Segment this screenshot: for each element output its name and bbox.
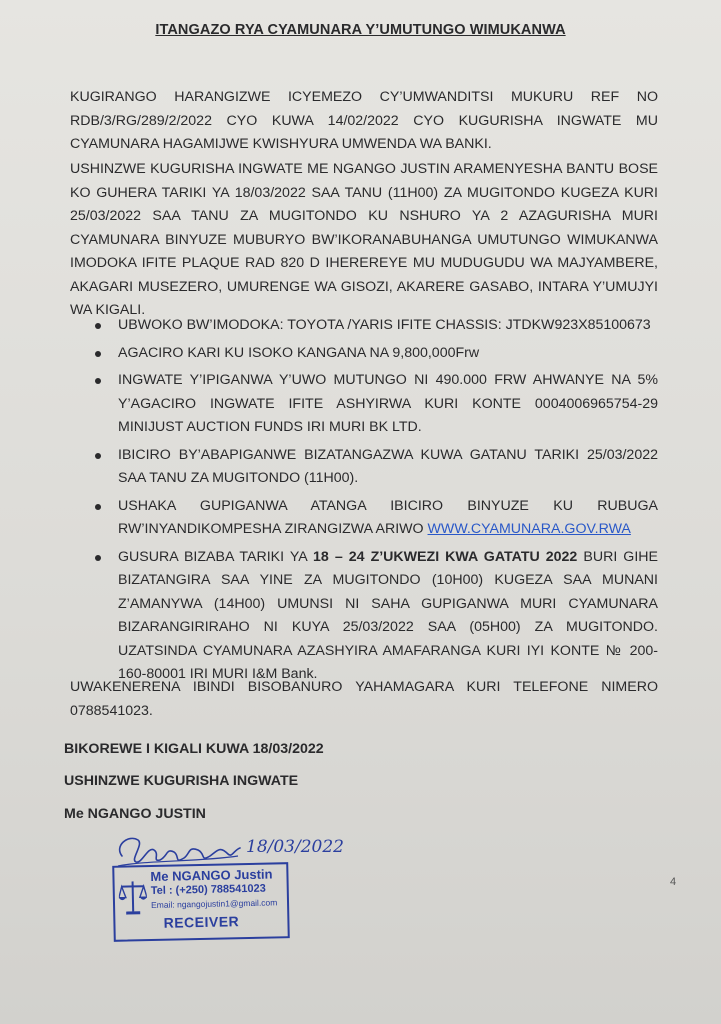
role-line: USHINZWE KUGURISHA INGWATE: [64, 773, 299, 789]
list-item: UBWOKO BW’IMODOKA: TOYOTA /YARIS IFITE CHASSIS: JTDKW923X85100673: [90, 314, 658, 338]
document-title: ITANGAZO RYA CYAMUNARA Y’UMUTUNGO WIMUKANWA: [155, 22, 566, 38]
page-number: 4: [670, 876, 677, 888]
list-item-text: USHAKA GUPIGANWA ATANGA IBICIRO BINYUZE KU RUBUGA RW’INYANDIKOMPESHA ZIRANGIZWA ARIWO: [118, 497, 658, 537]
list-item: INGWATE Y’IPIGANWA Y’UWO MUTUNGO NI 490.000 FRW AHWANYE NA 5% Y’AGACIRO INGWATE IFITE ASHYIRWA KURI KONTE 0004006965754-29 MINIJUST AUCTION FUNDS IRI MURI BK LTD.: [90, 369, 658, 440]
visit-dates: 18 – 24 Z’UKWEZI KWA GATATU 2022: [313, 548, 578, 565]
auction-website-link[interactable]: WWW.CYAMUNARA.GOV.RWA: [427, 521, 631, 537]
intro-paragraph: KUGIRANGO HARANGIZWE ICYEMEZO CY’UMWANDITSI MUKURU REF NO RDB/3/RG/289/2/2022 CYO KUWA 14/02/2022 CYO KUGURISHA INGWATE MU CYAMUNARA HAGAMIJWE KWISHYURA UMWENDA WA BANKI.: [70, 89, 658, 152]
stamp-phone: Tel : (+250) 788541023: [150, 882, 266, 898]
signature-date: 18/03/2022: [246, 837, 344, 857]
announcement-paragraph: USHINZWE KUGURISHA INGWATE ME NGANGO JUSTIN ARAMENYESHA BANTU BOSE KO GUHERA TARIKI YA 18/03/2022 SAA TANU (11H00) ZA MUGITONDO KUGEZA KURI 25/03/2022 SAA TANU ZA MUGITONDO KU NSHURO YA 2 AZAGURISHA MURI CYAMUNARA BINYUZE MUBURYO BW’IKORANABUHANGA UMUTUNGO WIMUKANWA IMODOKA IFITE PLAQUE RAD 820 D IHEREREYE MU MUDUGUDU WA MAJYAMBERE, AKAGARI MUSEZERO, UMURENGE WA GISOZI, AKARERE GASABO, INTARA Y’UMUJYI WA KIGALI.: [70, 161, 658, 318]
list-item: [90, 546, 658, 687]
signatory-name: Me NGANGO JUSTIN: [64, 806, 206, 822]
details-list: [90, 314, 658, 691]
scales-of-justice-icon: [118, 877, 147, 918]
list-item-text: BURI GIHE BIZATANGIRA SAA YINE ZA MUGITONDO (10H00) KUGEZA SAA MUNANI Z’AMANYWA (14H00) UMUNSI NI SAHA GUPIGANWA MURI CYAMUNARA BIZARANGIRIRAHO NI KUYA 25/03/2022 SAA (05H00) ZA MUGITONDO. UZATSINDA CYAMUNARA AZASHYIRA AMAFARANGA KURI IYI KONTE № 200-160-80001 IRI MURI I&M Bank.: [118, 548, 658, 682]
stamp-role: RECEIVER: [163, 913, 240, 931]
receiver-stamp: [112, 862, 290, 942]
list-item: IBICIRO BY’ABAPIGANWE BIZATANGAZWA KUWA GATANU TARIKI 25/03/2022 SAA TANU ZA MUGITONDO (11H00).: [90, 444, 658, 491]
list-item: AGACIRO KARI KU ISOKO KANGANA NA 9,800,000Frw: [90, 342, 658, 366]
stamp-email: Email: ngangojustin1@gmail.com: [150, 897, 278, 911]
done-at-line: BIKOREWE I KIGALI KUWA 18/03/2022: [64, 741, 324, 757]
contact-paragraph: UWAKENERENA IBINDI BISOBANURO YAHAMAGARA KURI TELEFONE NIMERO 0788541023.: [70, 679, 658, 719]
list-item: [90, 495, 658, 542]
stamp-name: Me NGANGO Justin: [150, 866, 273, 885]
list-item-text: GUSURA BIZABA TARIKI YA: [118, 548, 313, 565]
